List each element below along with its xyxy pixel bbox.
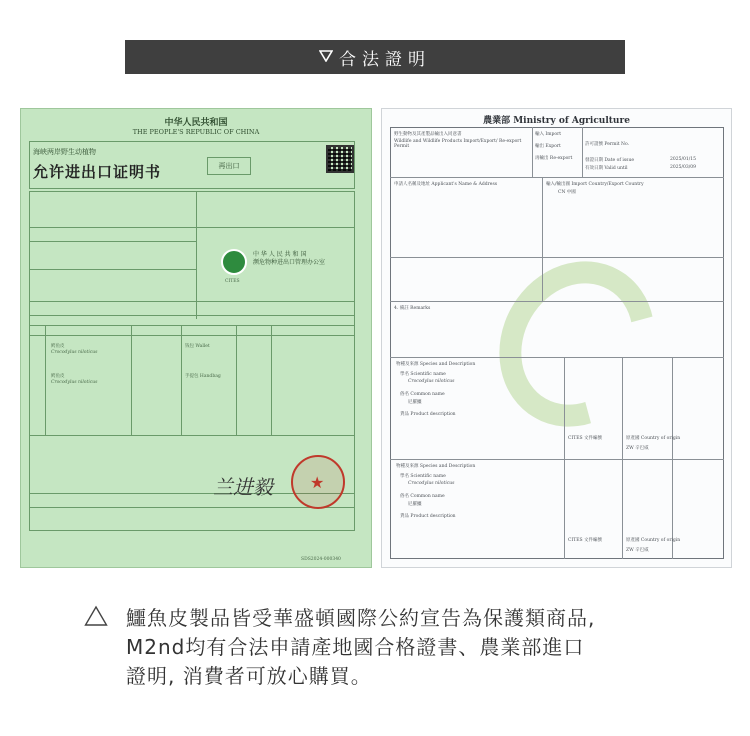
triangle-down-outline-icon [319,48,333,66]
cert-agency: 海峡两岸野生动植物 [33,148,96,156]
cert-country-title: 中华人民共和国 [164,118,228,128]
common-name-value: 尼羅鱷 [408,400,422,405]
option-reexport: 再輸出 Re-export [535,156,573,161]
grid-line [390,301,724,302]
grid-line [532,127,533,177]
species-product: 钱包 Wallet [185,344,210,349]
cites-panda-emblem-icon [221,249,247,275]
official-signature: 兰进毅 [213,475,273,499]
caption-line: 證明, 消費者可放心購買。 [126,664,372,688]
country-value: CN 中國 [558,190,576,195]
grid-line [29,507,355,508]
scientific-name-label: 學名 Scientific name [400,474,446,479]
scientific-name-label: 學名 Scientific name [400,372,446,377]
china-import-certificate-image [20,108,372,568]
scientific-name-value: Crocodylus niloticus [408,481,455,486]
grid-line [390,459,724,460]
species-label: 物種及來源 Species and Description [396,464,476,469]
section-header-banner [125,40,625,74]
cert-import-type: 再出口 [207,157,251,175]
cites-doc-label: CITES 文件編號 [568,436,603,441]
valid-until-label: 有效日期 Valid until [585,166,628,171]
grid-line [29,269,196,270]
species-scientific-name: Crocodylus niloticus [51,350,98,355]
grid-line [236,325,237,435]
grid-line [196,191,197,319]
remarks-label: 4. 備註 Remarks [394,306,431,311]
grid-line [542,177,543,302]
section-title: 合法證明 [339,49,431,70]
grid-line [271,325,272,435]
permit-no-label: 許可證號 Permit No. [585,142,630,147]
grid-line [622,357,623,559]
cert-footer-code: SDS2024-000340 [301,557,341,562]
legal-notice-caption [84,604,704,691]
common-name-label: 俗名 Common name [400,494,445,499]
seal-star-icon: ★ [310,473,325,492]
cert-country-subtitle: THE PEOPLE'S REPUBLIC OF CHINA [132,128,260,136]
country-label: 輸入/輸出國 Import Country/Export Country [546,182,644,187]
caption-line: M2nd均有合法申請產地國合格證書、農業部進口 [126,635,585,659]
species-name: 鳄鱼皮 [51,344,65,349]
species-name: 鳄鱼皮 [51,374,65,379]
grid-line [582,127,583,177]
permit-header: 野生動物及其產製品輸出入同意書 [394,132,462,137]
cert-issuing-office: 中 华 人 民 共 和 国 濒危物种进出口管理办公室 [253,251,326,266]
permit-header-en: Wildlife and Wildlife Products Import/Export/ Re-export Permit [394,139,522,149]
date-of-issue-value: 2025/01/15 [670,157,696,162]
common-name-value: 尼羅鱷 [408,502,422,507]
grid-line [29,335,355,336]
grid-line [29,435,355,436]
cites-label: CITES [225,279,240,284]
grid-line [672,357,673,559]
grid-line [45,325,46,435]
grid-line [390,177,724,178]
grid-line [390,357,724,358]
scientific-name-value: Crocodylus niloticus [408,379,455,384]
caption-line: 鱷魚皮製品皆受華盛頓國際公約宣告為保護類商品, [126,606,596,630]
species-product: 手提包 Handbag [185,374,221,379]
origin-label: 原產國 Country of origin [626,436,681,441]
grid-line [29,325,355,326]
cites-doc-label: CITES 文件編號 [568,538,603,543]
species-scientific-name: Crocodylus niloticus [51,380,98,385]
cert-main-title: 允许进出口证明书 [33,163,162,181]
grid-line [181,325,182,435]
product-label: 貨品 Product description [400,514,456,519]
grid-line [29,315,355,316]
origin-value: ZW 辛巴威 [626,446,649,451]
product-label: 貨品 Product description [400,412,456,417]
grid-line [390,257,724,258]
species-label: 物種及來源 Species and Description [396,362,476,367]
grid-line [564,357,565,559]
moa-import-permit-image [381,108,732,568]
permit-agency-title: 農業部 Ministry of Agriculture [483,116,630,126]
origin-label: 原產國 Country of origin [626,538,681,543]
date-of-issue-label: 發證日期 Date of issue [585,158,635,163]
grid-line [29,301,355,302]
applicant-label: 申請人名稱及地址 Applicant's Name & Address [394,182,498,187]
grid-line [29,227,355,228]
grid-line [131,325,132,435]
common-name-label: 俗名 Common name [400,392,445,397]
option-import: 輸入 Import [535,132,562,137]
grid-line [29,241,196,242]
origin-value: ZW 辛巴威 [626,548,649,553]
option-export: 輸出 Export [535,144,561,149]
qr-code-icon [326,145,354,173]
valid-until-value: 2025/03/09 [670,165,696,170]
